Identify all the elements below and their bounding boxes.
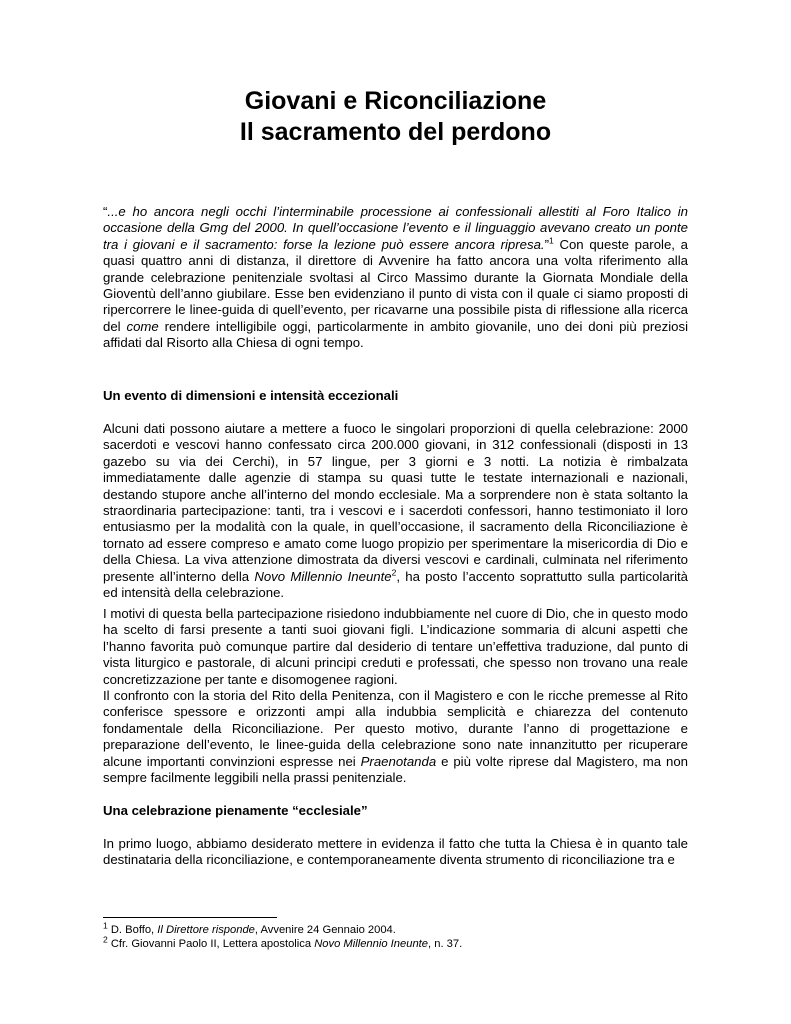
- s1p3-text-b: e più volte riprese dal Magistero, ma non sempre facilmente leggibili nella prassi penitenziale.: [103, 753, 688, 786]
- intro-paragraph: [103, 204, 688, 352]
- s1p3-text-a: Il confronto con la storia del Rito della Penitenza, con il Magistero e con le ricche premesse al Rito conferisce spessore e orizzonti ampi alla indubbia semplicità e chiarezza del contenuto fondamentale della Riconciliazione. Per questo motivo, durante l’anno di progettazione e preparazione dell’evento, le linee-guida della celebrazione sono nate innanzitutto per ricuperare alcune importanti convinzioni espresse nei: [103, 688, 688, 769]
- intro-text-b: rendere intelligibile oggi, particolarmente in ambito giovanile, uno dei doni più preziosi affidati dal Risorto alla Chiesa di ogni tempo.: [103, 318, 689, 351]
- section1-paragraph-1: [103, 421, 688, 601]
- intro-quote-open: “: [103, 204, 108, 219]
- footnote-ref-2: 2: [391, 567, 397, 578]
- section1-p2-text: I motivi di questa bella partecipazione risiedono indubbiamente nel cuore di Dio, che in questo modo ha scelto di farsi presente a tanti suoi giovani figli. L’indicazione sommaria di alcuni aspetti che l’hanno favorita può comunque partire dal desiderio di tentare un’effettiva traduzione, dal punto di vista liturgico e pastorale, di alcuni principi creduti e professati, che spesso non trovano una reale concretizzazione per tante e disomogenee ragioni.: [103, 606, 689, 687]
- footnote-1-number: 1: [103, 920, 108, 931]
- footnotes: [103, 920, 688, 951]
- footnote-separator: [103, 917, 277, 918]
- footnote-2-italic: Novo Millennio Ineunte: [314, 938, 429, 950]
- footnote-2: [103, 934, 688, 951]
- s1p3-italic: Praenotanda: [360, 753, 437, 769]
- footnote-2-number: 2: [103, 934, 108, 945]
- title-line-2: Il sacramento del perdono: [239, 118, 552, 146]
- footnote-1-text-b: , Avvenire 24 Gennaio 2004.: [254, 924, 396, 936]
- section2-paragraph-1: [103, 836, 688, 869]
- section2-p1-text: In primo luogo, abbiamo desiderato mettere in evidenza il fatto che tutta la Chiesa è in quanto tale destinataria della riconciliazione, e contemporaneamente diventa strumento di riconciliazione tra e: [103, 836, 688, 868]
- s1p1-text-b: , ha posto l’accento soprattutto sulla particolarità ed intensità della celebrazione.: [103, 568, 688, 601]
- footnote-1: [103, 920, 688, 937]
- intro-text: [103, 204, 688, 352]
- intro-text-a: Con queste parole, a quasi quattro anni di distanza, il direttore di Avvenire ha fatto ancora una volta riferimento alla grande celebrazione penitenziale svoltasi al Circo Massimo durante la Giornata Mondiale della Gioventù dell’anno giubilare. Esse ben evidenziano il punto di vista con il quale ci siamo proposti di ripercorrere le linee-guida di quell’evento, per ricavarne una possibile pista di riflessione alla ricerca del: [103, 236, 688, 334]
- footnote-2-text-b: , n. 37.: [428, 938, 463, 950]
- section1-p3-text: [103, 688, 688, 786]
- footnote-2-text-a: Cfr. Giovanni Paolo II, Lettera apostolica: [107, 938, 315, 950]
- s1p1-text-a: Alcuni dati possono aiutare a mettere a fuoco le singolari proporzioni di quella celebrazione: 2000 sacerdoti e vescovi hanno confessato circa 200.000 giovani, in 312 confessionali (disposti in 13 gazebo su via dei Cerchi), in 57 lingue, per 3 giorni e 3 notti. La notizia è rimbalzata immediatamente dalle agenzie di stampa su quasi tutte le testate internazionali e nazionali, destando stupore anche all’interno del mondo ecclesiale. Ma a sorprendere non è stata soltanto la straordinaria partecipazione: tanti, tra i vescovi e i sacerdoti confessori, hanno testimoniato il loro entusiasmo per la modalità con la quale, in quell’occasione, il sacramento della Riconciliazione è tornato ad essere compreso e amato come luogo propizio per sperimentare la misericordia di Dio e della Chiesa. La viva attenzione dimostrata da diversi vescovi e cardinali, culminata nel riferimento presente all’interno della: [103, 421, 688, 584]
- footnote-1-text-a: D. Boffo,: [107, 924, 158, 936]
- title-line-1: Giovani e Riconciliazione: [244, 87, 547, 115]
- section-heading-2: Una celebrazione pienamente “ecclesiale”: [103, 803, 368, 818]
- s1p1-italic: Novo Millennio Ineunte: [254, 568, 392, 584]
- section1-p1-text: [103, 421, 688, 601]
- section1-paragraph-2: [103, 606, 688, 786]
- document-title: [0, 86, 791, 148]
- intro-quote-close: ”: [544, 236, 549, 252]
- intro-come: come: [126, 318, 159, 334]
- footnote-1-italic: Il Direttore risponde: [157, 924, 255, 936]
- section-heading-1: Un evento di dimensioni e intensità eccezionali: [103, 388, 399, 403]
- intro-quote: ...e ho ancora negli occhi l’interminabile processione ai confessionali allestiti al Foro Italico in occasione della Gmg del 2000. In quell’occasione l’evento e il linguaggio avevano creato un ponte tra i giovani e il sacramento: forse la lezione può essere ancora ripresa.: [103, 204, 688, 252]
- footnote-ref-1: 1: [549, 235, 554, 246]
